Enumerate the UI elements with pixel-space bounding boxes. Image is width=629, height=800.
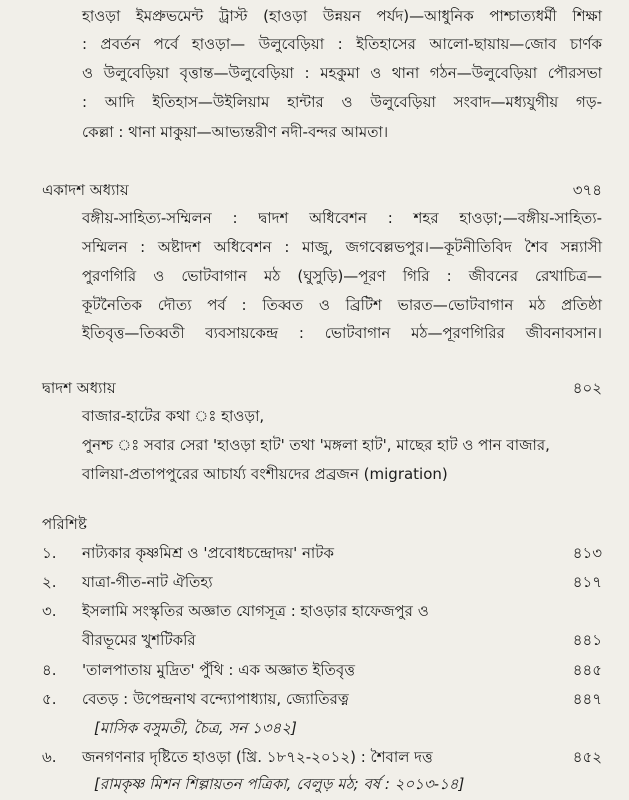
chapter-12-line-1: বাজার-হাটের কথা ঃ হাওড়া, bbox=[82, 407, 265, 425]
appendix-item-6-title: জনগণনার দৃষ্টিতে হাওড়া (খ্রি. ১৮৭২-২০১২) : শৈবাল দত্ত bbox=[82, 748, 433, 766]
appendix-item-6-page: ৪৫২ bbox=[572, 748, 602, 766]
chapter-12-line-3: বালিয়া-প্রতাপপুরের আচার্য্য বংশীয়দের প্রব্রজন (migration) bbox=[82, 465, 448, 483]
appendix-item-1-number: ১. bbox=[42, 544, 57, 562]
appendix-item-3-number: ৩. bbox=[42, 602, 57, 620]
appendix-item-3-page: ৪৪১ bbox=[572, 631, 602, 649]
appendix-item-2-number: ২. bbox=[42, 573, 57, 591]
appendix-title: পরিশিষ্ট bbox=[42, 515, 87, 533]
prev-chapter-line-3: ও উলুবেড়িয়া বৃত্তান্ত—উলুবেড়িয়া : মহকুমা ও থানা গঠন—উলুবেড়িয়া পৌরসভা bbox=[82, 64, 602, 82]
appendix-item-1-title: নাট্যকার কৃষ্ণমিশ্র ও 'প্রবোধচন্দ্রোদয়' নাটক bbox=[82, 544, 334, 562]
prev-chapter-line-4: : আদি ইতিহাস—উইলিয়াম হান্টার ও উলুবেড়িয়া সংবাদ—মধ্যযুগীয় গড়- bbox=[82, 93, 602, 111]
appendix-item-4-page: ৪৪৫ bbox=[572, 661, 602, 679]
appendix-item-4-title: 'তালপাতায় মুদ্রিত' পুঁথি : এক অজ্ঞাত ইতিবৃত্ত bbox=[82, 661, 355, 679]
prev-chapter-line-1: হাওড়া ইমপ্রুভমেন্ট ট্রাস্ট (হাওড়া উন্নয়ন পর্যদ)—আধুনিক পাশ্চাত্যধর্মী শিক্ষা bbox=[82, 7, 602, 25]
chapter-11-page: ৩৭৪ bbox=[572, 181, 602, 199]
prev-chapter-line-2: : প্রবর্তন পর্বে হাওড়া— উলুবেড়িয়া : ইতিহাসের আলো-ছায়ায়—জোব চার্ণক bbox=[82, 35, 602, 53]
appendix-item-5-source: [মাসিক বসুমতী, চৈত্র, সন ১৩৪২] bbox=[94, 719, 297, 737]
chapter-11-line-3: পুরণগিরি ও ভোটবাগান মঠ (ঘুসুড়ি)—পূরণ গিরি : জীবনের রেখাচিত্র— bbox=[82, 267, 602, 285]
appendix-item-2-title: যাত্রা-গীত-নাট ঐতিহ্য bbox=[82, 573, 213, 591]
appendix-item-3-title: ইসলামি সংস্কৃতির অজ্ঞাত যোগসূত্র : হাওড়ার হাফেজপুর ও bbox=[82, 602, 429, 620]
chapter-12-page: ৪০২ bbox=[572, 379, 602, 397]
appendix-item-6-number: ৬. bbox=[42, 748, 57, 766]
chapter-11-title: একাদশ অধ্যায় bbox=[42, 181, 129, 199]
prev-chapter-line-5: কেল্লা : থানা মাকুয়া—আভ্যন্তরীণ নদী-বন্দর আমতা। bbox=[82, 123, 389, 141]
appendix-item-2-page: ৪১৭ bbox=[572, 573, 602, 591]
chapter-11-line-1: বঙ্গীয়-সাহিত্য-সম্মিলন : দ্বাদশ অধিবেশন : শহর হাওড়া;—বঙ্গীয়-সাহিত্য- bbox=[82, 209, 602, 227]
appendix-item-5-number: ৫. bbox=[42, 690, 57, 708]
appendix-item-5-page: ৪৪৭ bbox=[572, 690, 602, 708]
appendix-item-3-title-cont: বীরভূমের খুশটিকরি bbox=[82, 631, 196, 649]
appendix-item-1-page: ৪১৩ bbox=[572, 544, 602, 562]
chapter-11-line-4: কূটনৈতিক দৌত্য পর্ব : তিব্বত ও ব্রিটিশ ভারত—ভোটবাগান মঠ প্রতিষ্ঠা bbox=[82, 296, 602, 314]
chapter-12-title: দ্বাদশ অধ্যায় bbox=[42, 379, 116, 397]
appendix-item-6-source: [রামকৃষ্ণ মিশন শিল্পায়তন পত্রিকা, বেলুড় মঠ; বর্ষ : ২০১৩-১৪] bbox=[94, 775, 465, 793]
appendix-item-5-title: বেতড় : উপেন্দ্রনাথ বন্দ্যোপাধ্যায়, জ্যোতিরত্ন bbox=[82, 690, 349, 708]
chapter-11-line-2: সম্মিলন : অষ্টাদশ অধিবেশন : মাজু, জগবেল্লভপুর।—কূটনীতিবিদ শৈব সন্ন্যাসী bbox=[82, 238, 602, 256]
appendix-item-4-number: ৪. bbox=[42, 661, 57, 679]
chapter-12-line-2: পুনশ্চ ঃ সবার সেরা 'হাওড়া হাট' তথা 'মঙ্গলা হাট', মাছের হাট ও পান বাজার, bbox=[82, 436, 550, 454]
chapter-11-line-5: ইতিবৃত্ত—তিব্বতী ব্যবসায়কেন্দ্র : ভোটবাগান মঠ—পূরণগিরির জীবনাবসান। bbox=[82, 324, 602, 342]
